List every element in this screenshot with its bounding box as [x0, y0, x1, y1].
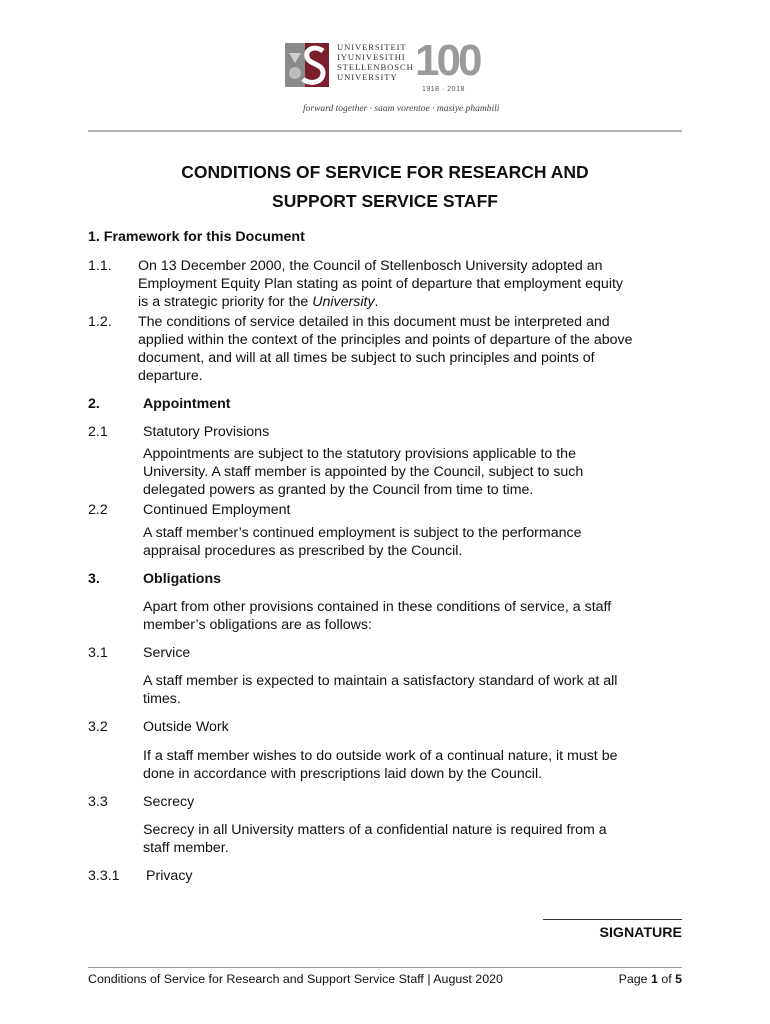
document-title — [88, 158, 682, 216]
page-word: Page — [618, 972, 651, 986]
clause-text: document, and will at all times be subject to such principles and points of — [138, 350, 595, 366]
clause-text-last — [138, 293, 379, 311]
clause-text: If a staff member wishes to do outside work of a continual nature, it must be — [143, 748, 618, 764]
clause-text: . — [374, 294, 379, 310]
clause-title: Privacy — [146, 868, 193, 884]
title-line: SUPPORT SERVICE STAFF — [272, 191, 498, 211]
stellenbosch-shield-icon — [285, 43, 329, 87]
clause-text: Apart from other provisions contained in these conditions of service, a staff — [143, 599, 612, 615]
clause-title: Service — [143, 645, 191, 661]
clause-text-italic: University — [312, 294, 375, 310]
clause-text: On 13 December 2000, the Council of Stellenbosch University adopted an — [138, 258, 603, 274]
section-number: 3. — [88, 571, 100, 587]
clause-text: A staff member is expected to maintain a satisfactory standard of work at all — [143, 673, 618, 689]
clause-number: 3.1 — [88, 645, 108, 661]
university-name — [337, 42, 414, 82]
clause-text: University. A staff member is appointed by the Council, subject to such — [143, 464, 584, 480]
university-name-line: IYUNIVESITHI — [337, 52, 406, 62]
university-name-line: UNIVERSITEIT — [337, 42, 407, 52]
clause-number: 1.2. — [88, 314, 112, 330]
centenary-years: 1918 · 2018 — [422, 86, 465, 93]
clause-number: 2.2 — [88, 502, 108, 518]
university-name-line: STELLENBOSCH — [337, 62, 414, 72]
university-name-line: UNIVERSITY — [337, 72, 398, 82]
page-total: 5 — [675, 972, 682, 986]
clause-title: Outside Work — [143, 719, 229, 735]
clause-text: staff member. — [143, 840, 229, 856]
signature-line — [543, 919, 682, 920]
clause-text: times. — [143, 691, 181, 707]
clause-title: Secrecy — [143, 794, 195, 810]
page-number — [619, 970, 682, 988]
centenary-number: 100 — [415, 36, 480, 85]
clause-number: 1.1. — [88, 258, 112, 274]
title-line: CONDITIONS OF SERVICE FOR RESEARCH AND — [181, 162, 589, 182]
clause-text: Secrecy in all University matters of a confidential nature is required from a — [143, 822, 607, 838]
clause-number: 2.1 — [88, 424, 108, 440]
clause-text: Employment Equity Plan stating as point of departure that employment equity — [138, 276, 624, 292]
clause-text: Appointments are subject to the statutory provisions applicable to the — [143, 446, 576, 462]
clause-text: departure. — [138, 368, 203, 384]
clause-number: 3.2 — [88, 719, 108, 735]
clause-title: Statutory Provisions — [143, 424, 270, 440]
clause-text: is a strategic priority for the — [138, 294, 313, 310]
footer-document-name: Conditions of Service for Research and Support Service Staff | August 2020 — [88, 972, 503, 986]
page-current: 1 — [650, 972, 658, 986]
clause-number: 3.3.1 — [88, 868, 120, 884]
clause-text: done in accordance with prescriptions laid down by the Council. — [143, 766, 543, 782]
clause-text: The conditions of service detailed in this document must be interpreted and — [138, 314, 610, 330]
header-divider — [88, 130, 682, 132]
clause-title: Continued Employment — [143, 502, 291, 518]
clause-number: 3.3 — [88, 794, 108, 810]
clause-text: appraisal procedures as prescribed by the Council. — [143, 543, 463, 559]
clause-text: delegated powers as granted by the Council from time to time. — [143, 482, 534, 498]
section-3-heading: Obligations — [143, 571, 222, 587]
clause-text: applied within the context of the principles and points of departure of the above — [138, 332, 633, 348]
signature-label: SIGNATURE — [599, 925, 682, 941]
footer-divider — [88, 967, 682, 968]
section-2-heading: Appointment — [143, 396, 231, 412]
university-logo — [285, 36, 515, 114]
section-number: 2. — [88, 396, 100, 412]
university-motto: forward together · saam vorentoe · masiye phambili — [303, 104, 500, 114]
page-of: of — [657, 972, 676, 986]
clause-text: member’s obligations are as follows: — [143, 617, 372, 633]
clause-text: A staff member’s continued employment is subject to the performance — [143, 525, 582, 541]
section-1-heading: 1. Framework for this Document — [88, 229, 305, 245]
